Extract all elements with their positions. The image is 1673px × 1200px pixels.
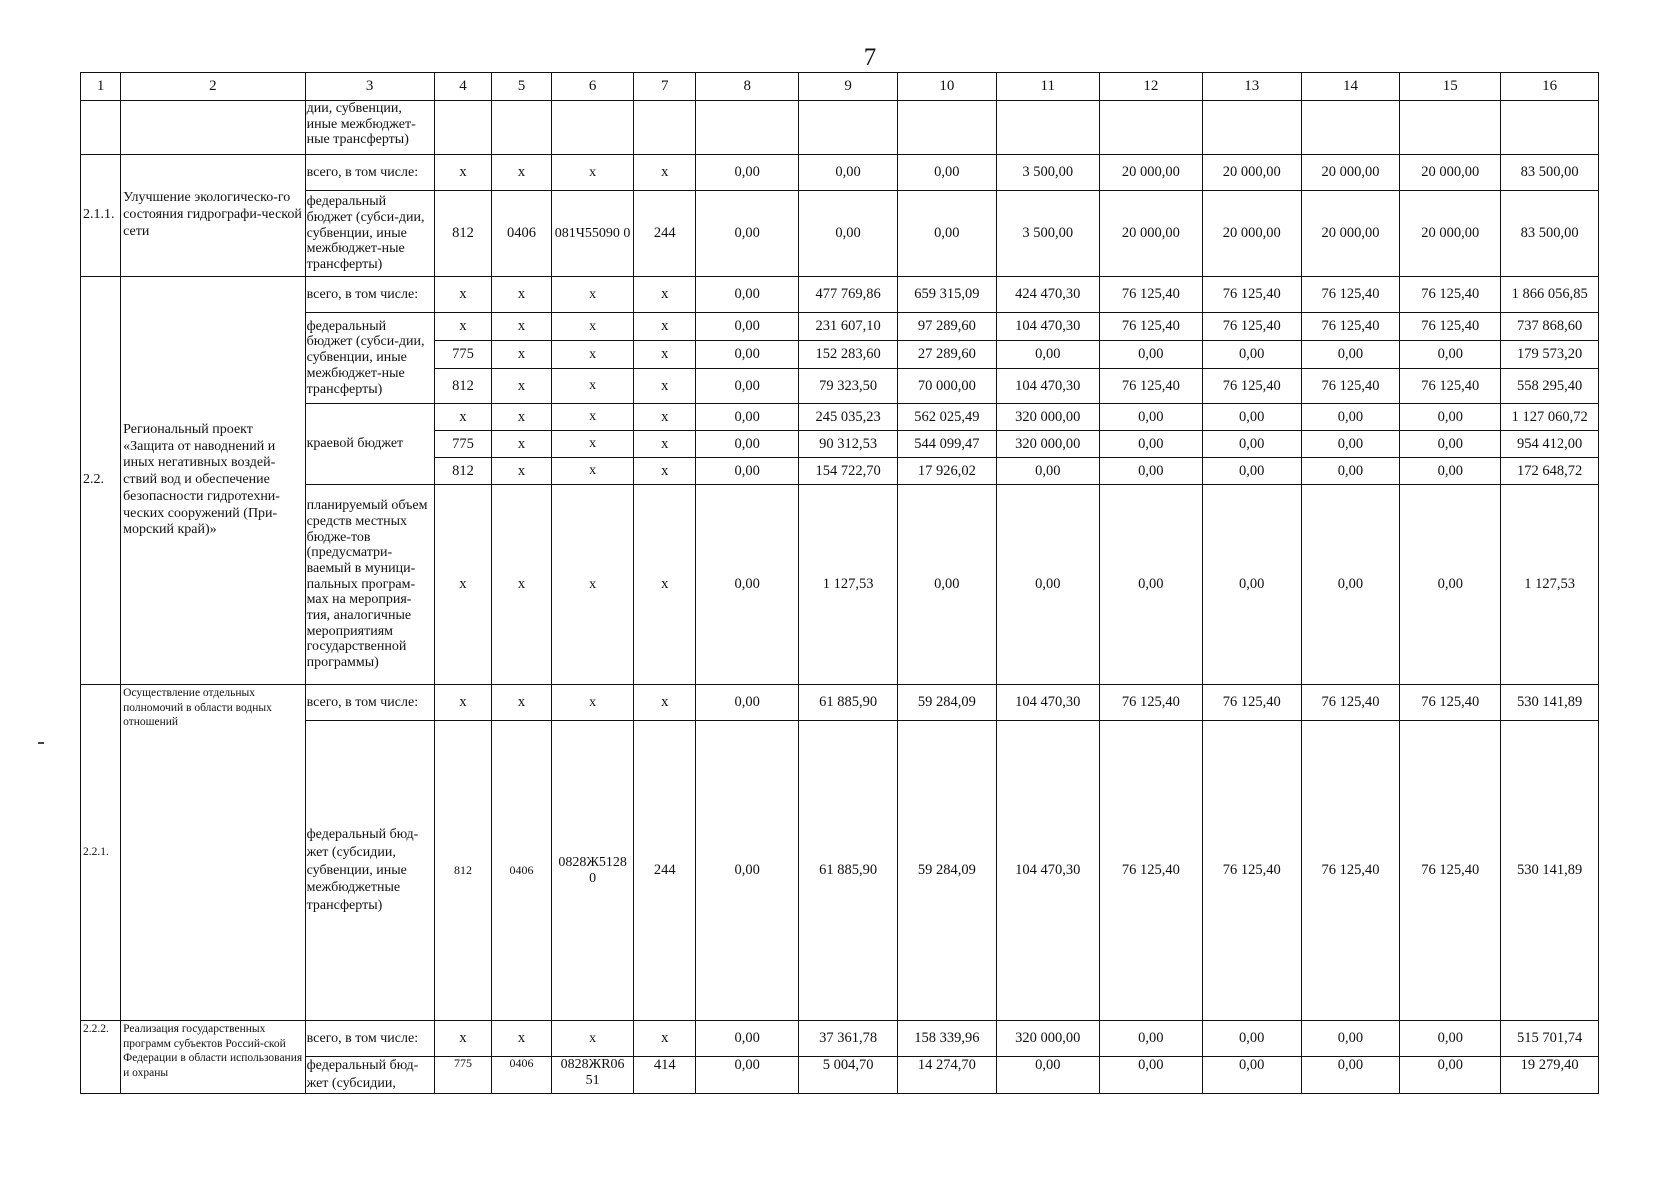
value-4: 812 bbox=[434, 191, 492, 277]
value-16: 1 127 060,72 bbox=[1501, 404, 1599, 431]
value-9: 79 323,50 bbox=[799, 369, 898, 404]
value-12: 0,00 bbox=[1099, 1057, 1202, 1094]
row-name: Региональный проект «Защита от наводнений и иных негативных воздей-ствий вод и обеспечение безопасности гидротехни-ческих сооружений (При-морский край)» bbox=[121, 277, 305, 685]
value-15: 0,00 bbox=[1400, 458, 1501, 485]
value-7: x bbox=[634, 313, 696, 341]
value-8: 0,00 bbox=[696, 1021, 799, 1057]
value-5: 0406 bbox=[492, 191, 552, 277]
table-row bbox=[81, 277, 1599, 313]
value-10: 544 099,47 bbox=[897, 431, 996, 458]
table-row bbox=[81, 404, 1599, 431]
value-8: 0,00 bbox=[696, 341, 799, 369]
value-7: x bbox=[634, 404, 696, 431]
funding-source: федеральный бюд-жет (субсидии, bbox=[305, 1057, 434, 1094]
value-7: x bbox=[634, 369, 696, 404]
value-4: x bbox=[434, 404, 492, 431]
row-number: 2.2.2. bbox=[81, 1021, 121, 1094]
funding-source: всего, в том числе: bbox=[305, 1021, 434, 1057]
value-15: 0,00 bbox=[1400, 485, 1501, 685]
col-header: 4 bbox=[434, 73, 492, 101]
value-4: x bbox=[434, 155, 492, 191]
value-10: 70 000,00 bbox=[897, 369, 996, 404]
row-number: 2.2.1. bbox=[81, 685, 121, 1021]
value-13: 0,00 bbox=[1202, 1057, 1301, 1094]
value-12: 0,00 bbox=[1099, 458, 1202, 485]
value-11: 104 470,30 bbox=[996, 313, 1099, 341]
table-row bbox=[81, 685, 1599, 721]
value-10: 659 315,09 bbox=[897, 277, 996, 313]
value-9: 0,00 bbox=[799, 155, 898, 191]
col-header: 16 bbox=[1501, 73, 1599, 101]
funding-source: федеральный бюджет (субси-дии, субвенции, иные межбюджет-ные трансферты) bbox=[305, 313, 434, 404]
value-10: 59 284,09 bbox=[897, 685, 996, 721]
value-8: 0,00 bbox=[696, 369, 799, 404]
value-12: 20 000,00 bbox=[1099, 191, 1202, 277]
value-9: 61 885,90 bbox=[799, 685, 898, 721]
value-14: 76 125,40 bbox=[1301, 277, 1400, 313]
value-16: 737 868,60 bbox=[1501, 313, 1599, 341]
table-row bbox=[81, 191, 1599, 277]
value-10: 562 025,49 bbox=[897, 404, 996, 431]
funding-source: всего, в том числе: bbox=[305, 685, 434, 721]
value-7: 244 bbox=[634, 721, 696, 1021]
value-11: 104 470,30 bbox=[996, 685, 1099, 721]
value-8: 0,00 bbox=[696, 404, 799, 431]
value-11: 0,00 bbox=[996, 458, 1099, 485]
row-name: Осуществление отдельных полномочий в области водных отношений bbox=[121, 685, 305, 1021]
value-13: 0,00 bbox=[1202, 404, 1301, 431]
table-row bbox=[81, 485, 1599, 685]
value-4: 775 bbox=[434, 341, 492, 369]
value-7: x bbox=[634, 431, 696, 458]
value-6: x bbox=[551, 341, 633, 369]
value-11: 320 000,00 bbox=[996, 404, 1099, 431]
value-11: 104 470,30 bbox=[996, 369, 1099, 404]
value-5: x bbox=[492, 685, 552, 721]
funding-source: всего, в том числе: bbox=[305, 155, 434, 191]
value-16: 954 412,00 bbox=[1501, 431, 1599, 458]
value-13: 76 125,40 bbox=[1202, 313, 1301, 341]
value-16: 1 127,53 bbox=[1501, 485, 1599, 685]
value-10: 27 289,60 bbox=[897, 341, 996, 369]
value-15: 0,00 bbox=[1400, 341, 1501, 369]
value-14: 76 125,40 bbox=[1301, 369, 1400, 404]
value-9: 245 035,23 bbox=[799, 404, 898, 431]
col-header: 14 bbox=[1301, 73, 1400, 101]
value-15: 76 125,40 bbox=[1400, 685, 1501, 721]
value-14: 20 000,00 bbox=[1301, 155, 1400, 191]
table-row bbox=[81, 721, 1599, 1021]
col-header: 12 bbox=[1099, 73, 1202, 101]
value-11: 424 470,30 bbox=[996, 277, 1099, 313]
value-12: 0,00 bbox=[1099, 404, 1202, 431]
value-9: 231 607,10 bbox=[799, 313, 898, 341]
value-4: x bbox=[434, 485, 492, 685]
scan-mark bbox=[38, 742, 44, 744]
value-15: 0,00 bbox=[1400, 1021, 1501, 1057]
value-6: x bbox=[551, 1021, 633, 1057]
value-8: 0,00 bbox=[696, 431, 799, 458]
value-13: 0,00 bbox=[1202, 1021, 1301, 1057]
value-16: 530 141,89 bbox=[1501, 685, 1599, 721]
value-15: 76 125,40 bbox=[1400, 277, 1501, 313]
value-16: 515 701,74 bbox=[1501, 1021, 1599, 1057]
value-9: 1 127,53 bbox=[799, 485, 898, 685]
value-8: 0,00 bbox=[696, 277, 799, 313]
value-8: 0,00 bbox=[696, 155, 799, 191]
value-5: x bbox=[492, 404, 552, 431]
value-15: 0,00 bbox=[1400, 431, 1501, 458]
value-10: 0,00 bbox=[897, 191, 996, 277]
value-4: x bbox=[434, 277, 492, 313]
value-12: 76 125,40 bbox=[1099, 721, 1202, 1021]
value-10: 14 274,70 bbox=[897, 1057, 996, 1094]
value-14: 0,00 bbox=[1301, 485, 1400, 685]
table-row bbox=[81, 1057, 1599, 1094]
value-7: x bbox=[634, 341, 696, 369]
page-number: 7 bbox=[863, 44, 877, 71]
value-4: x bbox=[434, 313, 492, 341]
value-12: 76 125,40 bbox=[1099, 685, 1202, 721]
value-11: 320 000,00 bbox=[996, 431, 1099, 458]
value-9: 5 004,70 bbox=[799, 1057, 898, 1094]
value-6: 0828ЖR06 51 bbox=[551, 1057, 633, 1094]
value-4: 812 bbox=[434, 369, 492, 404]
value-5: x bbox=[492, 313, 552, 341]
value-16: 83 500,00 bbox=[1501, 191, 1599, 277]
value-15: 0,00 bbox=[1400, 1057, 1501, 1094]
value-9: 477 769,86 bbox=[799, 277, 898, 313]
value-9: 37 361,78 bbox=[799, 1021, 898, 1057]
value-12: 76 125,40 bbox=[1099, 313, 1202, 341]
value-6: x bbox=[551, 369, 633, 404]
funding-source: краевой бюджет bbox=[305, 404, 434, 485]
value-7: x bbox=[634, 277, 696, 313]
value-12: 0,00 bbox=[1099, 485, 1202, 685]
value-11: 0,00 bbox=[996, 341, 1099, 369]
table-row bbox=[81, 101, 1599, 155]
value-11: 3 500,00 bbox=[996, 155, 1099, 191]
value-13: 20 000,00 bbox=[1202, 191, 1301, 277]
value-6: x bbox=[551, 155, 633, 191]
value-13: 0,00 bbox=[1202, 485, 1301, 685]
value-5: x bbox=[492, 1021, 552, 1057]
value-6: x bbox=[551, 277, 633, 313]
row-number-cell bbox=[81, 101, 121, 155]
value-5: x bbox=[492, 277, 552, 313]
funding-source: дии, субвенции, иные межбюджет-ные трансферты) bbox=[305, 101, 434, 155]
value-14: 76 125,40 bbox=[1301, 313, 1400, 341]
value-11: 320 000,00 bbox=[996, 1021, 1099, 1057]
row-name: Реализация государственных программ субъектов Россий-ской Федерации в области использования и охраны bbox=[121, 1021, 305, 1094]
value-14: 20 000,00 bbox=[1301, 191, 1400, 277]
value-10: 97 289,60 bbox=[897, 313, 996, 341]
table-row bbox=[81, 155, 1599, 191]
value-10: 17 926,02 bbox=[897, 458, 996, 485]
col-header: 3 bbox=[305, 73, 434, 101]
value-6: x bbox=[551, 485, 633, 685]
table-row bbox=[81, 313, 1599, 341]
value-5: x bbox=[492, 485, 552, 685]
value-6: x bbox=[551, 404, 633, 431]
value-4: x bbox=[434, 685, 492, 721]
value-7: 244 bbox=[634, 191, 696, 277]
value-8: 0,00 bbox=[696, 1057, 799, 1094]
value-14: 0,00 bbox=[1301, 404, 1400, 431]
value-4: 775 bbox=[434, 1057, 492, 1094]
value-6: 081Ч55090 0 bbox=[551, 191, 633, 277]
value-11: 0,00 bbox=[996, 1057, 1099, 1094]
value-6: 0828Ж5128 0 bbox=[551, 721, 633, 1021]
value-8: 0,00 bbox=[696, 458, 799, 485]
value-5: x bbox=[492, 458, 552, 485]
funding-source: федеральный бюджет (субси-дии, субвенции, иные межбюджет-ные трансферты) bbox=[305, 191, 434, 277]
value-14: 0,00 bbox=[1301, 458, 1400, 485]
value-16: 172 648,72 bbox=[1501, 458, 1599, 485]
value-4: 812 bbox=[434, 458, 492, 485]
row-name-cell bbox=[121, 101, 305, 155]
value-15: 0,00 bbox=[1400, 404, 1501, 431]
value-8: 0,00 bbox=[696, 721, 799, 1021]
value-16: 1 866 056,85 bbox=[1501, 277, 1599, 313]
row-name: Улучшение экологическо-го состояния гидрографи-ческой сети bbox=[121, 155, 305, 277]
col-header: 6 bbox=[551, 73, 633, 101]
value-13: 76 125,40 bbox=[1202, 721, 1301, 1021]
value-7: x bbox=[634, 685, 696, 721]
value-5: x bbox=[492, 431, 552, 458]
col-header: 5 bbox=[492, 73, 552, 101]
value-14: 0,00 bbox=[1301, 1057, 1400, 1094]
value-13: 0,00 bbox=[1202, 431, 1301, 458]
value-4: x bbox=[434, 1021, 492, 1057]
value-6: x bbox=[551, 685, 633, 721]
value-16: 530 141,89 bbox=[1501, 721, 1599, 1021]
row-number: 2.2. bbox=[81, 277, 121, 685]
value-10: 0,00 bbox=[897, 155, 996, 191]
value-16: 19 279,40 bbox=[1501, 1057, 1599, 1094]
value-13: 76 125,40 bbox=[1202, 685, 1301, 721]
value-12: 0,00 bbox=[1099, 1021, 1202, 1057]
col-header: 15 bbox=[1400, 73, 1501, 101]
value-6: x bbox=[551, 313, 633, 341]
value-15: 20 000,00 bbox=[1400, 155, 1501, 191]
value-7: x bbox=[634, 155, 696, 191]
value-12: 76 125,40 bbox=[1099, 277, 1202, 313]
value-10: 0,00 bbox=[897, 485, 996, 685]
value-13: 20 000,00 bbox=[1202, 155, 1301, 191]
value-11: 3 500,00 bbox=[996, 191, 1099, 277]
value-5: 0406 bbox=[492, 721, 552, 1021]
table-row bbox=[81, 1021, 1599, 1057]
row-number: 2.1.1. bbox=[81, 155, 121, 277]
col-header: 2 bbox=[121, 73, 305, 101]
value-9: 61 885,90 bbox=[799, 721, 898, 1021]
value-5: x bbox=[492, 155, 552, 191]
col-header: 7 bbox=[634, 73, 696, 101]
value-5: 0406 bbox=[492, 1057, 552, 1094]
value-12: 0,00 bbox=[1099, 341, 1202, 369]
value-12: 20 000,00 bbox=[1099, 155, 1202, 191]
col-header: 11 bbox=[996, 73, 1099, 101]
value-8: 0,00 bbox=[696, 313, 799, 341]
value-4: 775 bbox=[434, 431, 492, 458]
value-9: 152 283,60 bbox=[799, 341, 898, 369]
value-7: 414 bbox=[634, 1057, 696, 1094]
value-9: 0,00 bbox=[799, 191, 898, 277]
value-9: 154 722,70 bbox=[799, 458, 898, 485]
budget-table bbox=[80, 72, 1599, 1094]
value-13: 76 125,40 bbox=[1202, 277, 1301, 313]
value-7: x bbox=[634, 1021, 696, 1057]
value-15: 76 125,40 bbox=[1400, 721, 1501, 1021]
value-12: 76 125,40 bbox=[1099, 369, 1202, 404]
funding-source: федеральный бюд-жет (субсидии, субвенции, иные межбюджетные трансферты) bbox=[305, 721, 434, 1021]
value-12: 0,00 bbox=[1099, 431, 1202, 458]
value-5: x bbox=[492, 341, 552, 369]
value-11: 104 470,30 bbox=[996, 721, 1099, 1021]
value-13: 76 125,40 bbox=[1202, 369, 1301, 404]
value-16: 83 500,00 bbox=[1501, 155, 1599, 191]
value-8: 0,00 bbox=[696, 191, 799, 277]
value-16: 179 573,20 bbox=[1501, 341, 1599, 369]
value-5: x bbox=[492, 369, 552, 404]
value-6: x bbox=[551, 431, 633, 458]
value-15: 20 000,00 bbox=[1400, 191, 1501, 277]
value-15: 76 125,40 bbox=[1400, 313, 1501, 341]
value-13: 0,00 bbox=[1202, 458, 1301, 485]
value-14: 76 125,40 bbox=[1301, 721, 1400, 1021]
value-13: 0,00 bbox=[1202, 341, 1301, 369]
col-header: 1 bbox=[81, 73, 121, 101]
value-11: 0,00 bbox=[996, 485, 1099, 685]
value-14: 0,00 bbox=[1301, 1021, 1400, 1057]
col-header: 9 bbox=[799, 73, 898, 101]
value-8: 0,00 bbox=[696, 685, 799, 721]
value-9: 90 312,53 bbox=[799, 431, 898, 458]
value-6: x bbox=[551, 458, 633, 485]
col-header: 13 bbox=[1202, 73, 1301, 101]
value-15: 76 125,40 bbox=[1400, 369, 1501, 404]
value-8: 0,00 bbox=[696, 485, 799, 685]
col-header: 8 bbox=[696, 73, 799, 101]
value-7: x bbox=[634, 485, 696, 685]
funding-source: всего, в том числе: bbox=[305, 277, 434, 313]
value-10: 59 284,09 bbox=[897, 721, 996, 1021]
value-4: 812 bbox=[434, 721, 492, 1021]
value-7: x bbox=[634, 458, 696, 485]
column-number-row bbox=[81, 73, 1599, 101]
value-14: 0,00 bbox=[1301, 341, 1400, 369]
value-14: 76 125,40 bbox=[1301, 685, 1400, 721]
value-14: 0,00 bbox=[1301, 431, 1400, 458]
value-16: 558 295,40 bbox=[1501, 369, 1599, 404]
value-10: 158 339,96 bbox=[897, 1021, 996, 1057]
funding-source: планируемый объем средств местных бюдже-тов (предусматри-ваемый в муници-пальных програм-мах на мероприя-тия, аналогичные мероприятиям государственной программы) bbox=[305, 485, 434, 685]
col-header: 10 bbox=[897, 73, 996, 101]
